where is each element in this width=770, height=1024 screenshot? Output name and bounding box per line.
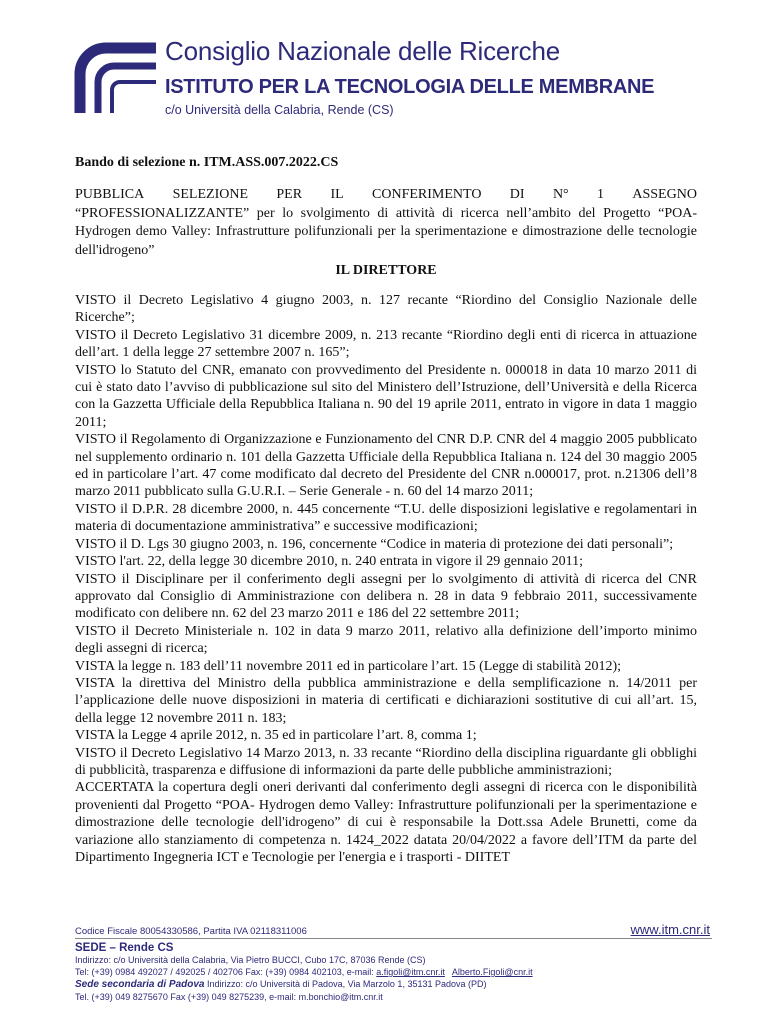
recital-paragraph: VISTO il Decreto Legislativo 14 Marzo 2013, n. 33 recante “Riordino della disciplina riguardante gli obblighi di pubblicità, trasparenza e diffusione di informazioni da parte delle pubbliche amministrazioni;: [75, 745, 697, 778]
recitals-list: [75, 292, 697, 866]
secondary-sede-address: Indirizzo: c/o Università di Padova, Via Marzolo 1, 35131 Padova (PD): [207, 979, 487, 989]
recital-paragraph: ACCERTATA la copertura degli oneri derivanti dal conferimento degli assegni di ricerca con le disponibilità provenienti dal Progetto “POA- Hydrogen demo Valley: Infrastrutture polifunzionali per la sperimentazione e dimostrazione delle tecnologie dell'idrogeno” di cui è responsabile la Dott.ssa Adele Brunetti, come da variazione allo stanziamento di competenza n. 1424_2022 datata 20/04/2022 a favore dell’ITM da parte del Dipartimento Ingegneria ICT e Tecnologie per l'energia e i trasporti - DIITET: [75, 780, 697, 865]
director-heading: IL DIRETTORE: [335, 263, 437, 278]
recital-paragraph: VISTA la direttiva del Ministro della pubblica amministrazione e della semplificazione n. 14/2011 per l’applicazione delle nuove disposizioni in materia di certificati e dichiarazioni sostitutive di cui all’art. 15, della legge 12 novembre 2011 n. 183;: [75, 675, 697, 726]
intro-word: PUBBLICA: [75, 187, 145, 202]
recital-paragraph: VISTA la legge n. 183 dell’11 novembre 2011 ed in particolare l’art. 15 (Legge di stabilità 2012);: [75, 658, 622, 674]
intro-word: SELEZIONE: [172, 187, 249, 202]
email-link-figoli[interactable]: a.figoli@itm.cnr.it: [376, 967, 445, 977]
recital-paragraph: VISTO il Disciplinare per il conferimento degli assegni per lo svolgimento di attività di ricerca del CNR approvato dal Consiglio di Amministrazione con delibera n. 28 in data 9 febbraio 2011, successivamente modificato con delibere nn. 62 del 23 marzo 2011 e 186 del 22 settembre 2011;: [75, 571, 697, 622]
secondary-sede-line: [75, 978, 712, 991]
intro-word: ASSEGNO: [632, 187, 697, 202]
sede-title: SEDE – Rende CS: [75, 942, 174, 954]
fiscal-code: Codice Fiscale 80054330586, Partita IVA 02118311006: [75, 926, 307, 937]
recital-paragraph: VISTO l'art. 22, della legge 30 dicembre 2010, n. 240 entrata in vigore il 29 gennaio 2011;: [75, 554, 583, 570]
intro-paragraph: [75, 186, 697, 260]
page-footer: [75, 922, 712, 1003]
intro-word: N°: [552, 187, 569, 202]
recital-paragraph: VISTO il Decreto Ministeriale n. 102 in data 9 marzo 2011, relativo alla definizione dell’importo minimo degli assegni di ricerca;: [75, 623, 697, 657]
email-link-alberto-figoli[interactable]: Alberto.Figoli@cnr.it: [451, 967, 533, 977]
secondary-sede-contacts: Tel. (+39) 049 8275670 Fax (+39) 049 8275239, e-mail: m.bonchio@itm.cnr.it: [75, 992, 383, 1002]
document-title: Bando di selezione n. ITM.ASS.007.2022.CS: [75, 155, 339, 170]
recital-paragraph: VISTO il Decreto Legislativo 31 dicembre 2009, n. 213 recante “Riordino degli enti di ricerca in attuazione dell’art. 1 della legge 27 settembre 2007 n. 165”;: [75, 327, 697, 361]
recital-paragraph: VISTA la Legge 4 aprile 2012, n. 35 ed in particolare l’art. 8, comma 1;: [75, 728, 477, 744]
footer-top-row: [75, 922, 712, 939]
website-link[interactable]: www.itm.cnr.it: [630, 922, 710, 937]
sede-contacts: [75, 966, 712, 978]
recital-paragraph: VISTO lo Statuto del CNR, emanato con provvedimento del Presidente n. 000018 in data 10 marzo 2011 di cui è stato dato l’avviso di pubblicazione sul sito del Ministero dell’Istruzione, dell’Università e della Ricerca con la Gazzetta Ufficiale della Repubblica Italiana n. 90 del 19 aprile 2011, entrato in vigore in data 1 maggio 2011;: [75, 362, 697, 430]
intro-rest: “PROFESSIONALIZZANTE” per lo svolgimento di attività di ricerca nell’ambito del Progetto “POA- Hydrogen demo Valley: Infrastrutture polifunzionali per la sperimentazione e dimostrazione delle tecnologie dell'idrogeno”: [75, 205, 697, 258]
recital-paragraph: VISTO il D.P.R. 28 dicembre 2000, n. 445 concernente “T.U. delle disposizioni legislative e regolamentari in materia di documentazione amministrativa” e successive modificazioni;: [75, 501, 697, 535]
document-body: [75, 155, 697, 866]
recital-paragraph: VISTO il Decreto Legislativo 4 giugno 2003, n. 127 recante “Riordino del Consiglio Nazionale delle Ricerche”;: [75, 293, 697, 326]
intro-word: DI: [509, 187, 525, 202]
recital-paragraph: VISTO il Regolamento di Organizzazione e Funzionamento del CNR D.P. CNR del 4 maggio 2005 pubblicato nel supplemento ordinario n. 101 della Gazzetta Ufficiale della Repubblica Italiana n. 124 del 30 maggio 2005 ed in particolare l’art. 47 come modificato dal decreto del Presidente del CNR n.000017, prot. n.21306 dell’8 marzo 2011 pubblicato sulla G.U.R.I. – Serie Generale - n. 60 del 14 marzo 2011;: [75, 432, 697, 500]
recital-paragraph: VISTO il D. Lgs 30 giugno 2003, n. 196, concernente “Codice in materia di protezione dei dati personali”;: [75, 536, 674, 552]
institute-name: ISTITUTO PER LA TECNOLOGIA DELLE MEMBRANE: [165, 76, 655, 98]
sede-address: Indirizzo: c/o Università della Calabria, Via Pietro BUCCI, Cubo 17C, 87036 Rende (CS): [75, 955, 426, 965]
intro-word: CONFERIMENTO: [372, 187, 482, 202]
intro-word: PER: [276, 187, 303, 202]
intro-word: IL: [330, 187, 344, 202]
organization-name: Consiglio Nazionale delle Ricerche: [165, 36, 560, 66]
secondary-sede-title: Sede secondaria di Padova: [75, 979, 205, 990]
cnr-logo-icon: [70, 38, 158, 118]
intro-word: 1: [597, 187, 605, 202]
sede-phone: Tel: (+39) 0984 492027 / 492025 / 402706 Fax: (+39) 0984 402103, e-mail:: [75, 967, 374, 977]
intro-first-line: [75, 186, 697, 205]
institute-address: c/o Università della Calabria, Rende (CS): [165, 103, 394, 117]
